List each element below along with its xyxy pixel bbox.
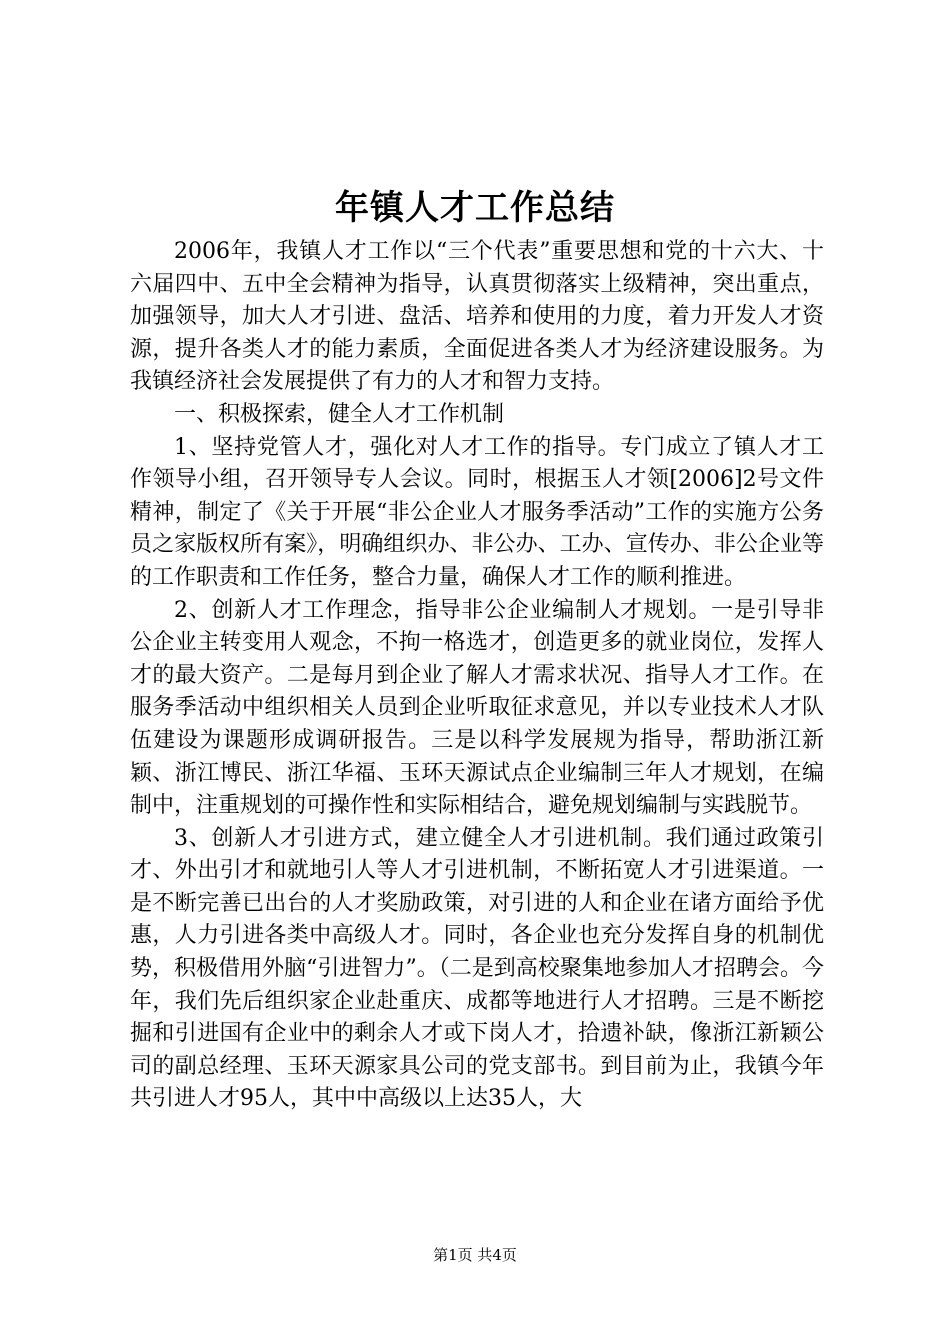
paragraph-item-3: 3、创新人才引进方式，建立健全人才引进机制。我们通过政策引才、外出引才和就地引人等人才引进机制，不断拓宽人才引进渠道。一是不断完善已出台的人才奖励政策，对引进的人和企业在诸方面给予优惠，人力引进各类中高级人才。同时，各企业也充分发挥自身的机制优势，积极借用外脑“引进智力”。（二是到高校聚集地参加人才招聘会。今年，我们先后组织家企业赴重庆、成都等地进行人才招聘。三是不断挖掘和引进国有企业中的剩余人才或下岗人才，拾遗补缺，像浙江新颖公司的副总经理、玉环天源家具公司的党支部书。到目前为止，我镇今年共引进人才95人，其中中高级以上达35人，大	[130, 825, 824, 1112]
paragraph-item-1: 1、坚持党管人才，强化对人才工作的指导。专门成立了镇人才工作领导小组，召开领导专人会议。同时，根据玉人才领[2006]2号文件精神，制定了《关于开展“非公企业人才服务季活动”工作的实施方公务员之家版权所有案》，明确组织办、非公办、工办、宣传办、非公企业等的工作职责和工作任务，整合力量，确保人才工作的顺利推进。	[130, 434, 824, 590]
paragraph-intro: 2006年，我镇人才工作以“三个代表”重要思想和党的十六大、十六届四中、五中全会精神为指导，认真贯彻落实上级精神，突出重点，加强领导，加大人才引进、盘活、培养和使用的力度，着力开发人才资源，提升各类人才的能力素质，全面促进各类人才为经济建设服务。为我镇经济社会发展提供了有力的人才和智力支持。	[130, 239, 824, 395]
page-footer: 第1页 共4页	[433, 1246, 517, 1264]
section-heading-1: 一、积极探索，健全人才工作机制	[174, 401, 505, 427]
document-body	[130, 236, 824, 1116]
document-title: 年镇人才工作总结	[335, 188, 615, 228]
paragraph-item-2: 2、创新人才工作理念，指导非公企业编制人才规划。一是引导非公企业主转变用人观念，不拘一格选才，创造更多的就业岗位，发挥人才的最大资产。二是每月到企业了解人才需求状况、指导人才工作。在服务季活动中组织相关人员到企业听取征求意见，并以专业技术人才队伍建设为课题形成调研报告。三是以科学发展规为指导，帮助浙江新颖、浙江博民、浙江华福、玉环天源试点企业编制三年人才规划，在编制中，注重规划的可操作性和实际相结合，避免规划编制与实践脱节。	[130, 597, 824, 819]
